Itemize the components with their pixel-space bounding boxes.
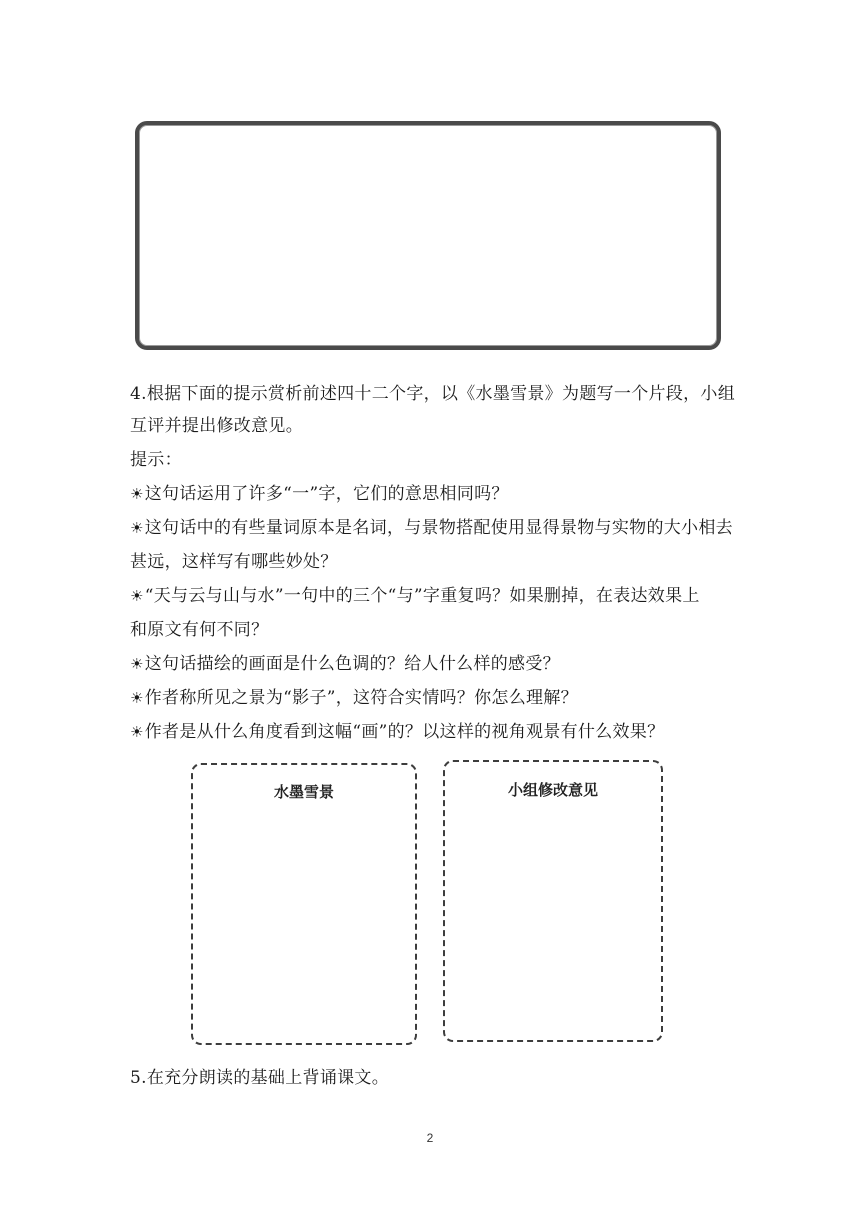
hint-item-continuation: 和原文有何不同？	[130, 620, 269, 640]
answer-box-top[interactable]	[135, 121, 721, 350]
hint-item: ☀“天与云与山与水”一句中的三个“与”字重复吗？如果删掉，在表达效果上	[130, 586, 700, 606]
sun-icon: ☀	[130, 485, 144, 503]
hint-label: 提示：	[130, 450, 182, 470]
panel-feedback[interactable]	[443, 760, 663, 1042]
hint-item: ☀作者称所见之景为“影子”，这符合实情吗？你怎么理解？	[130, 688, 578, 708]
sun-icon: ☀	[130, 655, 144, 673]
sun-icon: ☀	[130, 519, 144, 537]
hint-item: ☀这句话运用了许多“一”字，它们的意思相同吗？	[130, 484, 509, 504]
sun-icon: ☀	[130, 689, 144, 707]
question-4-line-2: 互评并提出修改意见。	[130, 416, 303, 436]
hint-item: ☀这句话描绘的画面是什么色调的？给人什么样的感受？	[130, 654, 560, 674]
hint-item-continuation: 甚远，这样写有哪些妙处？	[130, 552, 338, 572]
hint-item: ☀作者是从什么角度看到这幅“画”的？以这样的视角观景有什么效果？	[130, 722, 665, 742]
panel-writing[interactable]	[191, 763, 417, 1045]
question-4-line-1: 4.根据下面的提示赏析前述四十二个字，以《水墨雪景》为题写一个片段，小组	[130, 384, 736, 404]
question-5: 5.在充分朗读的基础上背诵课文。	[130, 1068, 390, 1088]
page-number: 2	[426, 1131, 434, 1145]
sun-icon: ☀	[130, 587, 144, 605]
hint-item: ☀这句话中的有些量词原本是名词，与景物搭配使用显得景物与实物的大小相去	[130, 518, 733, 538]
panel-writing-title: 水墨雪景	[273, 783, 334, 801]
panel-feedback-title: 小组修改意见	[507, 781, 598, 799]
sun-icon: ☀	[130, 723, 144, 741]
